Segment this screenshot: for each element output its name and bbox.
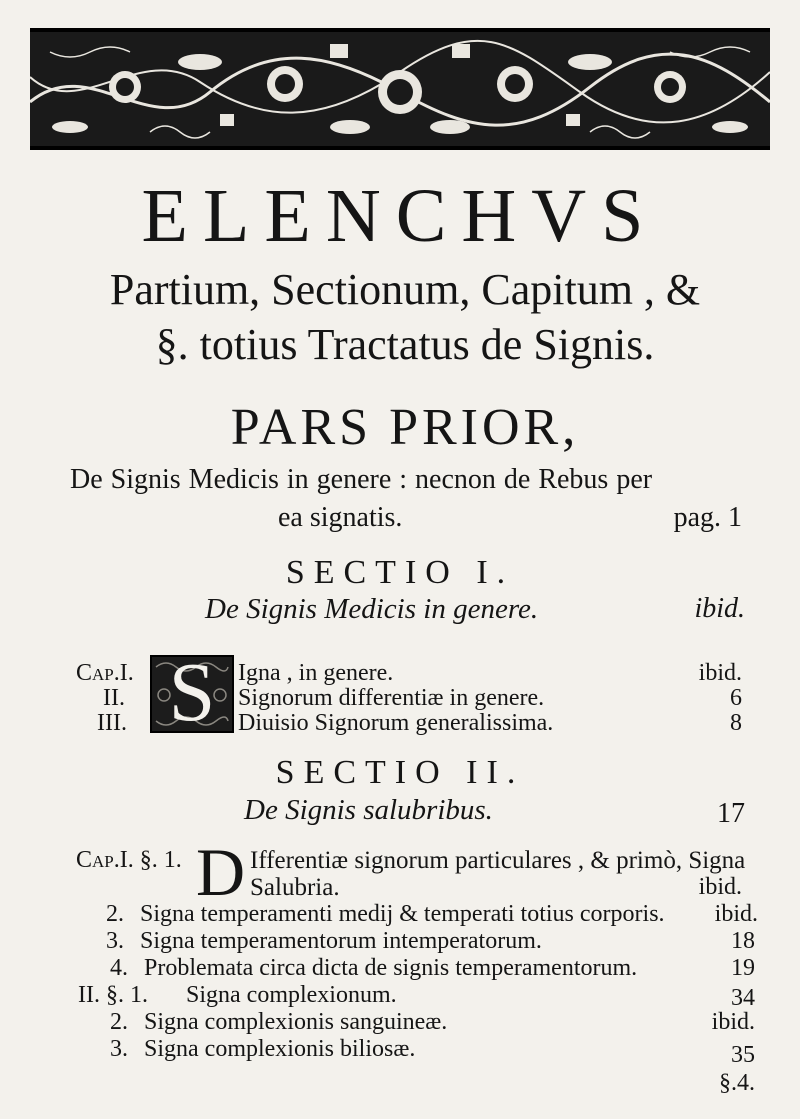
intro-page-ref: pag. 1: [673, 502, 742, 533]
pars-heading: PARS PRIOR,: [230, 399, 580, 456]
toc-title-2: Signorum differentiæ in genere.: [238, 685, 545, 711]
intro-line-1: De Signis Medicis in genere : necnon de Rebus per: [70, 464, 653, 495]
toc-s2-title-6: Signa complexionis sanguineæ.: [144, 1009, 448, 1035]
catchword: §.4.: [719, 1070, 755, 1096]
sectio-2-subtitle: De Signis salubribus.: [244, 794, 493, 826]
toc-s2-title-3: Signa temperamentorum intemperatorum.: [140, 928, 542, 954]
decorated-initial-s: [150, 655, 234, 733]
sectio-2-page: 17: [717, 798, 745, 829]
toc-s2-title-5: Signa complexionum.: [186, 982, 397, 1008]
toc-cap-3: III.: [97, 710, 127, 736]
toc-page-2: 6: [730, 685, 742, 711]
initial-letter-d: D: [196, 834, 246, 910]
toc-s2-title-4: Problemata circa dicta de signis temperamentorum.: [144, 955, 638, 981]
subtitle-line-1: Partium, Sectionum, Capitum , &: [109, 265, 701, 314]
toc-page-3: 8: [730, 710, 742, 736]
toc-s2-title-1b: Salubria.: [250, 874, 340, 901]
sectio-1-heading: SECTIO I.: [285, 554, 515, 591]
floral-ornament-icon: [30, 32, 770, 146]
intro-line-2: ea signatis.: [278, 502, 403, 533]
subtitle-line-2: §. totius Tractatus de Signis.: [155, 320, 655, 369]
sectio-2-heading: SECTIO II.: [275, 754, 525, 791]
toc-cap-1: Cap.I.: [76, 660, 134, 686]
toc-s2-title-2: Signa temperamenti medij & temperati totius corporis.: [140, 901, 665, 927]
toc-s2-num-6: 2.: [110, 1009, 128, 1035]
toc-s2-page-3: 18: [731, 928, 755, 954]
toc-title-3: Diuisio Signorum generalissima.: [238, 710, 554, 736]
toc-page-1: ibid.: [698, 660, 742, 686]
toc-title-1: Igna , in genere.: [238, 660, 394, 686]
initial-letter-s: S: [168, 655, 216, 733]
toc-s2-title-7: Signa complexionis biliosæ.: [144, 1036, 416, 1062]
toc-s2-page-5: 34: [731, 985, 755, 1011]
woodcut-headpiece: [30, 28, 770, 150]
toc-s2-num-2: 2.: [106, 901, 124, 927]
toc-s2-num-5: II. §. 1.: [78, 982, 148, 1008]
toc-s2-num-7: 3.: [110, 1036, 128, 1062]
toc-cap-2: II.: [103, 685, 125, 711]
toc-s2-cap-1: Cap.I. §. 1.: [76, 847, 182, 873]
toc-s2-page-1: ibid.: [698, 874, 742, 900]
toc-s2-num-4: 4.: [110, 955, 128, 981]
page-title: ELENCHVS: [141, 174, 659, 258]
toc-s2-page-2: ibid.: [714, 901, 758, 927]
sectio-1-page: ibid.: [694, 593, 745, 624]
toc-s2-page-7: 35: [731, 1042, 755, 1068]
sectio-1-subtitle: De Signis Medicis in genere.: [205, 593, 539, 625]
toc-s2-title-1: Ifferentiæ signorum particulares , & primò, Signa: [250, 847, 746, 874]
toc-s2-page-4: 19: [731, 955, 755, 981]
toc-s2-num-3: 3.: [106, 928, 124, 954]
toc-s2-page-6: ibid.: [711, 1009, 755, 1035]
